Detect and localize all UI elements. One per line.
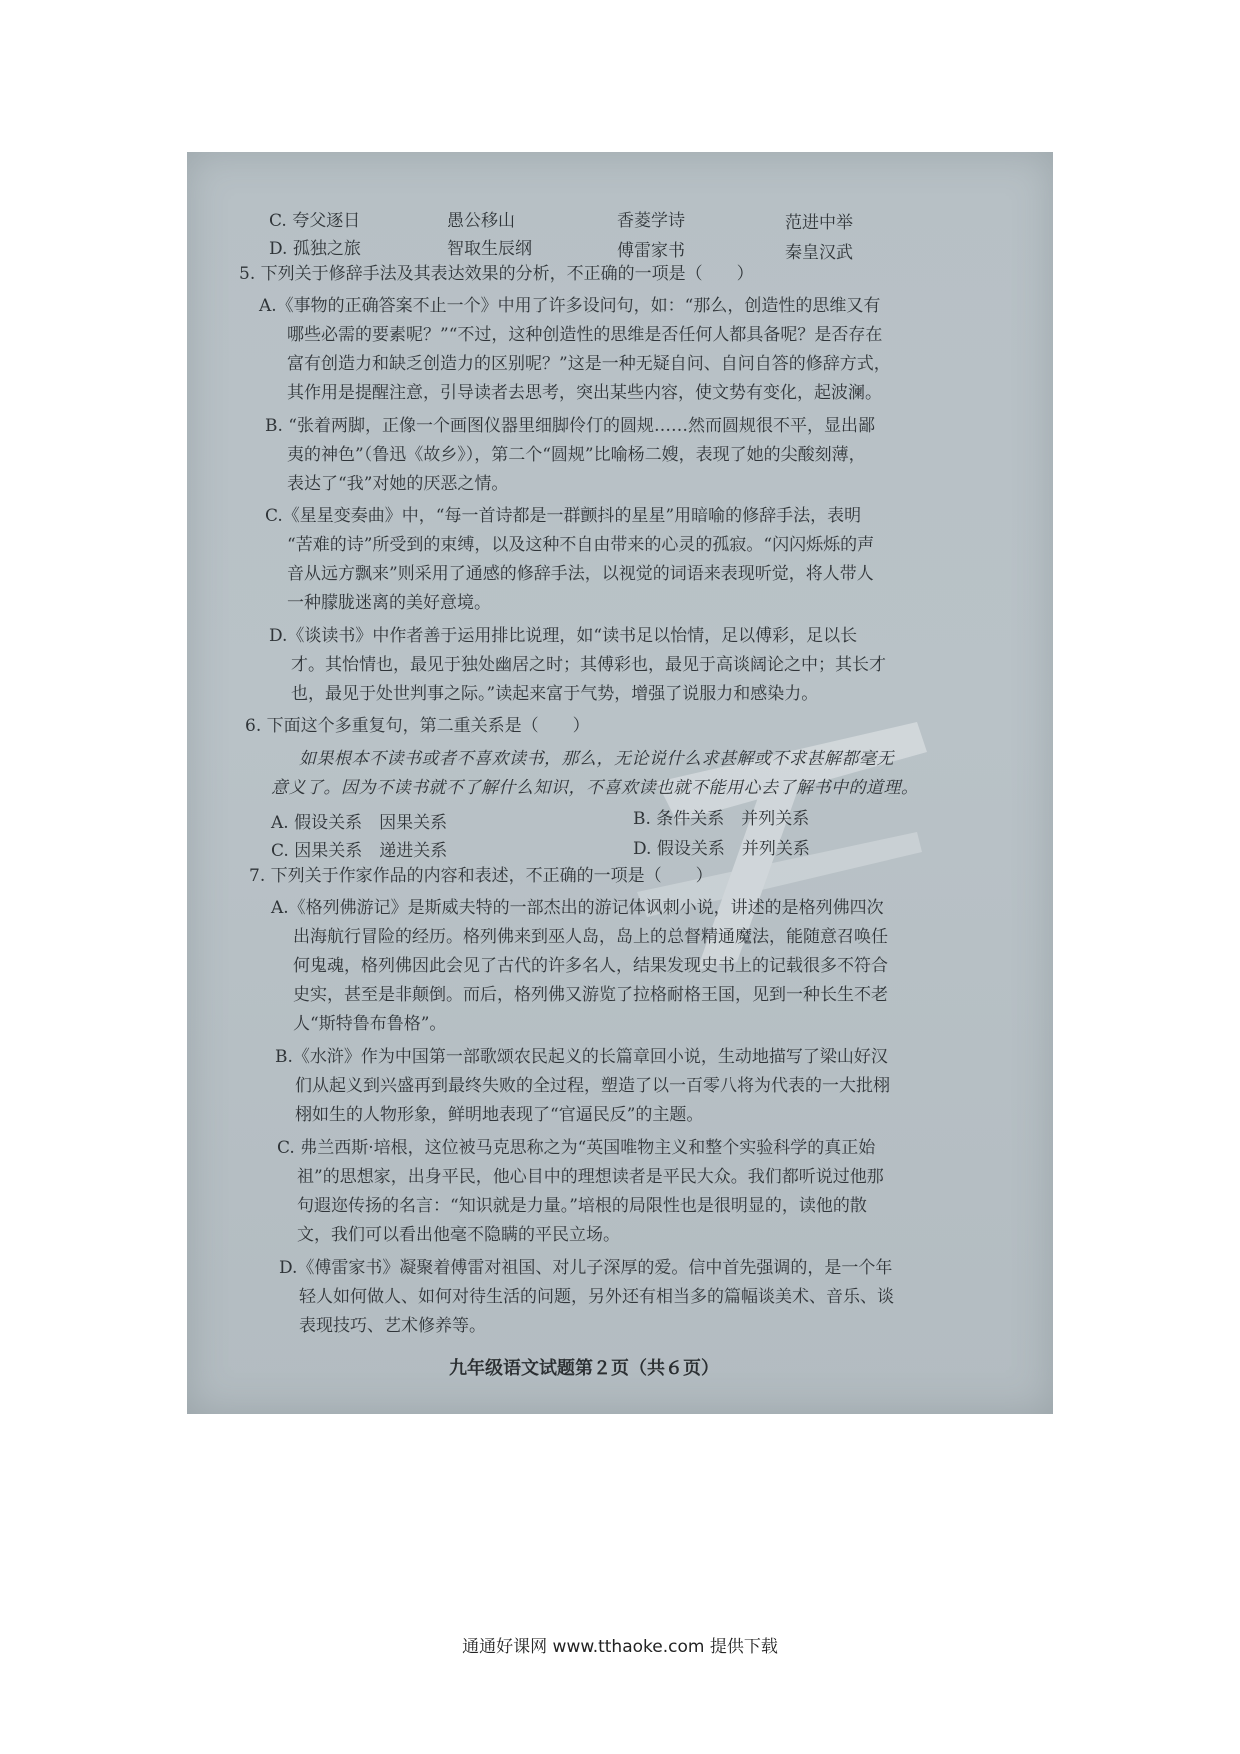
q5-d-line: 也，最见于处世判事之际。”读起来富于气势，增强了说服力和感染力。 [291, 684, 819, 704]
q7-c-line: 句遐迩传扬的名言：“知识就是力量。”培根的局限性也是很明显的，读他的散 [297, 1196, 867, 1216]
q5-a-line: 富有创造力和缺乏创造力的区别呢？”这是一种无疑自问、自问自答的修辞方式， [287, 354, 891, 374]
q5-stem: 5. 下列关于修辞手法及其表达效果的分析，不正确的一项是（ ） [239, 264, 754, 284]
q5-b-line: B. “张着两脚，正像一个画图仪器里细脚伶仃的圆规……然而圆规很不平，显出鄙 [265, 416, 875, 436]
q6-stem: 6. 下面这个多重复句，第二重关系是（ ） [245, 716, 590, 736]
q5-a-line: A.《事物的正确答案不止一个》中用了许多设问句，如：“那么，创造性的思维又有 [259, 296, 881, 316]
site-footer: 通通好课网 www.tthaoke.com 提供下载 [462, 1637, 778, 1657]
q7-d-line: 轻人如何做人、如何对待生活的问题，另外还有相当多的篇幅谈美术、音乐、谈 [299, 1287, 894, 1307]
q7-b-line: B.《水浒》作为中国第一部歌颂农民起义的长篇章回小说，生动地描写了梁山好汉 [275, 1047, 888, 1067]
q7-a-line: 何鬼魂，格列佛因此会见了古代的许多名人，结果发现史书上的记载很多不符合 [293, 956, 888, 976]
exam-page-footer: 九年级语文试题第２页（共６页） [449, 1358, 719, 1379]
q5-b-line: 表达了“我”对她的厌恶之情。 [287, 474, 509, 494]
q7-a-line: A.《格列佛游记》是斯威夫特的一部杰出的游记体讽刺小说，讲述的是格列佛四次 [271, 898, 884, 918]
q7-stem: 7. 下列关于作家作品的内容和表述，不正确的一项是（ ） [249, 866, 713, 886]
q7-c-line: 文，我们可以看出他毫不隐瞒的平民立场。 [297, 1225, 620, 1245]
q4-option-d1: D. 孤独之旅 [269, 239, 361, 259]
q4-option-c2: 愚公移山 [447, 211, 515, 231]
q4-option-c4: 范进中举 [785, 213, 853, 233]
q6-option-a: A. 假设关系 因果关系 [271, 813, 448, 833]
q5-d-line: 才。其怡情也，最见于独处幽居之时；其傅彩也，最见于高谈阔论之中；其长才 [291, 655, 886, 675]
q6-option-b: B. 条件关系 并列关系 [633, 809, 810, 829]
q4-option-c1: C. 夸父逐日 [269, 211, 361, 231]
q7-a-line: 人“斯特鲁布鲁格”。 [293, 1014, 447, 1034]
q7-d-line: D.《傅雷家书》凝聚着傅雷对祖国、对儿子深厚的爱。信中首先强调的，是一个年 [279, 1258, 893, 1278]
q5-a-line: 其作用是提醒注意，引导读者去思考，突出某些内容，使文势有变化，起波澜。 [287, 383, 882, 403]
q7-b-line: 们从起义到兴盛再到最终失败的全过程，塑造了以一百零八将为代表的一大批栩 [295, 1076, 890, 1096]
exam-content [187, 152, 1053, 1414]
q7-b-line: 栩如生的人物形象，鲜明地表现了“官逼民反”的主题。 [295, 1105, 704, 1125]
q4-option-d3: 傅雷家书 [617, 241, 685, 261]
q6-option-c: C. 因果关系 递进关系 [271, 841, 448, 861]
q6-passage-line: 如果根本不读书或者不喜欢读书，那么，无论说什么求甚解或不求甚解都毫无 [299, 749, 894, 769]
q6-option-d: D. 假设关系 并列关系 [633, 839, 810, 859]
q5-c-line: “苦难的诗”所受到的束缚，以及这种不自由带来的心灵的孤寂。“闪闪烁烁的声 [287, 535, 875, 555]
q4-option-d4: 秦皇汉武 [785, 243, 853, 263]
exam-page-photo [187, 152, 1053, 1414]
q4-option-d2: 智取生辰纲 [447, 239, 532, 259]
q6-passage-line: 意义了。因为不读书就不了解什么知识，不喜欢读也就不能用心去了解书中的道理。 [271, 778, 919, 798]
q5-a-line: 哪些必需的要素呢？”“不过，这种创造性的思维是否任何人都具备呢？是否存在 [287, 325, 883, 345]
q5-c-line: 一种朦胧迷离的美好意境。 [287, 593, 491, 613]
q7-c-line: C. 弗兰西斯·培根，这位被马克思称之为“英国唯物主义和整个实验科学的真正始 [277, 1138, 876, 1158]
q5-b-line: 夷的神色”（鲁迅《故乡》），第二个“圆规”比喻杨二嫂，表现了她的尖酸刻薄， [287, 445, 866, 465]
q5-d-line: D.《谈读书》中作者善于运用排比说理，如“读书足以怡情，足以傅彩，足以长 [269, 626, 858, 646]
q7-d-line: 表现技巧、艺术修养等。 [299, 1316, 486, 1336]
q7-a-line: 出海航行冒险的经历。格列佛来到巫人岛，岛上的总督精通魔法，能随意召唤任 [293, 927, 888, 947]
q5-c-line: C.《星星变奏曲》中，“每一首诗都是一群颤抖的星星”用暗喻的修辞手法，表明 [265, 506, 862, 526]
q7-a-line: 史实，甚至是非颠倒。而后，格列佛又游览了拉格耐格王国，见到一种长生不老 [293, 985, 888, 1005]
q7-c-line: 祖”的思想家，出身平民，他心目中的理想读者是平民大众。我们都听说过他那 [297, 1167, 884, 1187]
q4-option-c3: 香菱学诗 [617, 211, 685, 231]
q5-c-line: 音从远方飘来”则采用了通感的修辞手法，以视觉的词语来表现听觉，将人带人 [287, 564, 874, 584]
